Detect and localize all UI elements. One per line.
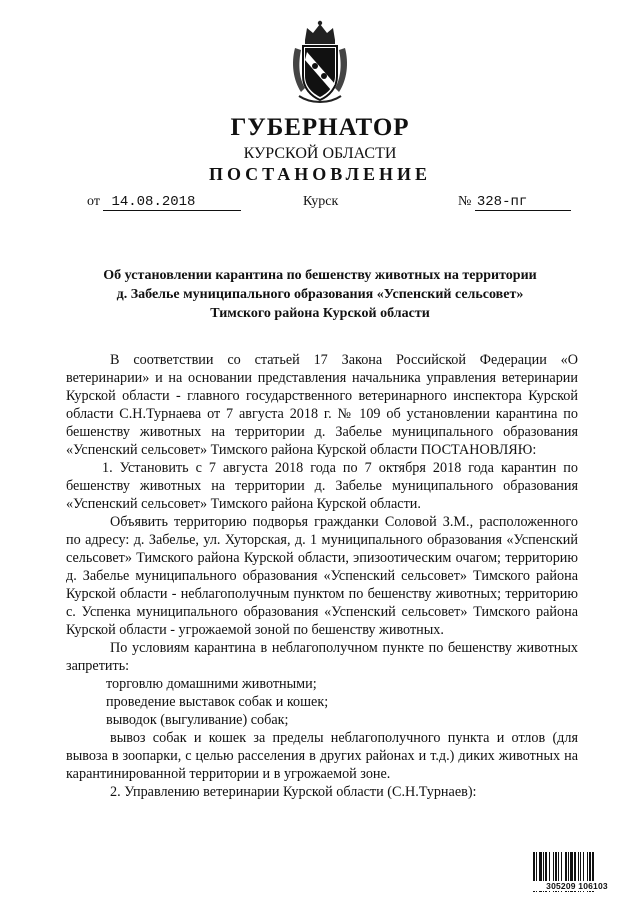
document-subject xyxy=(60,266,580,323)
number-field xyxy=(475,194,571,211)
subject-line: Об установлении карантина по бешенству животных на территории xyxy=(103,268,537,283)
ban-item: проведение выставок собак и кошек; xyxy=(106,694,329,710)
coat-of-arms-emblem xyxy=(291,18,349,104)
document-type: ПОСТАНОВЛЕНИЕ xyxy=(208,164,432,184)
ban-item: торговлю домашними животными; xyxy=(106,676,317,692)
document-city: Курск xyxy=(303,194,339,209)
declaration-paragraph: Объявить территорию подворья гражданки Соловой З.М., расположенного по адресу: д. Забелье, ул. Хуторская, д. 1 муниципального образования «Успенский сельсовет» Тимского района Курской области, эпизоотическим очагом; территорию д. Забелье муниципального образования «Успенский сельсовет» Тимского района Курской области - неблагополучным пунктом по бешенству животных; территорию с. Успенка муниципального образования «Успенский сельсовет» Тимского района Курской области - угрожаемой зоной по бешенству животных. xyxy=(66,514,578,638)
ban-item: вывоз собак и кошек за пределы неблагополучного пункта и отлов (для вывоза в зоопарки, с целью расселения в других районах и т.д.) диких животных на карантинированной территории и в угрожаемой зоне. xyxy=(66,730,578,782)
conditions-paragraph: По условиям карантина в неблагополучном пункте по бешенству животных запретить: xyxy=(66,640,578,674)
ban-item: выводок (выгуливание) собак; xyxy=(106,712,289,728)
number-value: 328-пг xyxy=(476,194,528,210)
clause-2: 2. Управлению ветеринарии Курской области (С.Н.Турнаев): xyxy=(110,784,477,800)
document-body xyxy=(66,351,578,801)
date-value: 14.08.2018 xyxy=(111,194,196,210)
number-prefix: № xyxy=(458,194,472,209)
clause-1: 1. Установить с 7 августа 2018 года по 7 октября 2018 года карантин по бешенству животных на территории д. Забелье муниципального образования «Успенский сельсовет» Тимского района Курской области. xyxy=(66,460,578,512)
intro-paragraph: В соответствии со статьей 17 Закона Российской Федерации «О ветеринарии» и на основании представления начальника управления ветеринарии Курской области - главного государственного ветеринарного инспектора Курской области С.Н.Турнаева от 7 августа 2018 г. № 109 об установлении карантина по бешенству животных на территории д. Забелье муниципального образования «Успенский сельсовет» Тимского района Курской области ПОСТАНОВЛЯЮ: xyxy=(66,352,578,458)
document-date xyxy=(87,194,241,211)
subject-line: Тимского района Курской области xyxy=(210,306,430,321)
date-prefix: от xyxy=(87,194,100,209)
document-title: ГУБЕРНАТОР xyxy=(230,114,410,141)
document-number xyxy=(458,194,571,211)
barcode-number: 305209 106103 xyxy=(532,881,622,891)
subject-line: д. Забелье муниципального образования «Успенский сельсовет» xyxy=(116,287,524,302)
barcode-image xyxy=(532,852,622,900)
region-name: КУРСКОЙ ОБЛАСТИ xyxy=(243,145,397,162)
date-field xyxy=(103,194,241,211)
